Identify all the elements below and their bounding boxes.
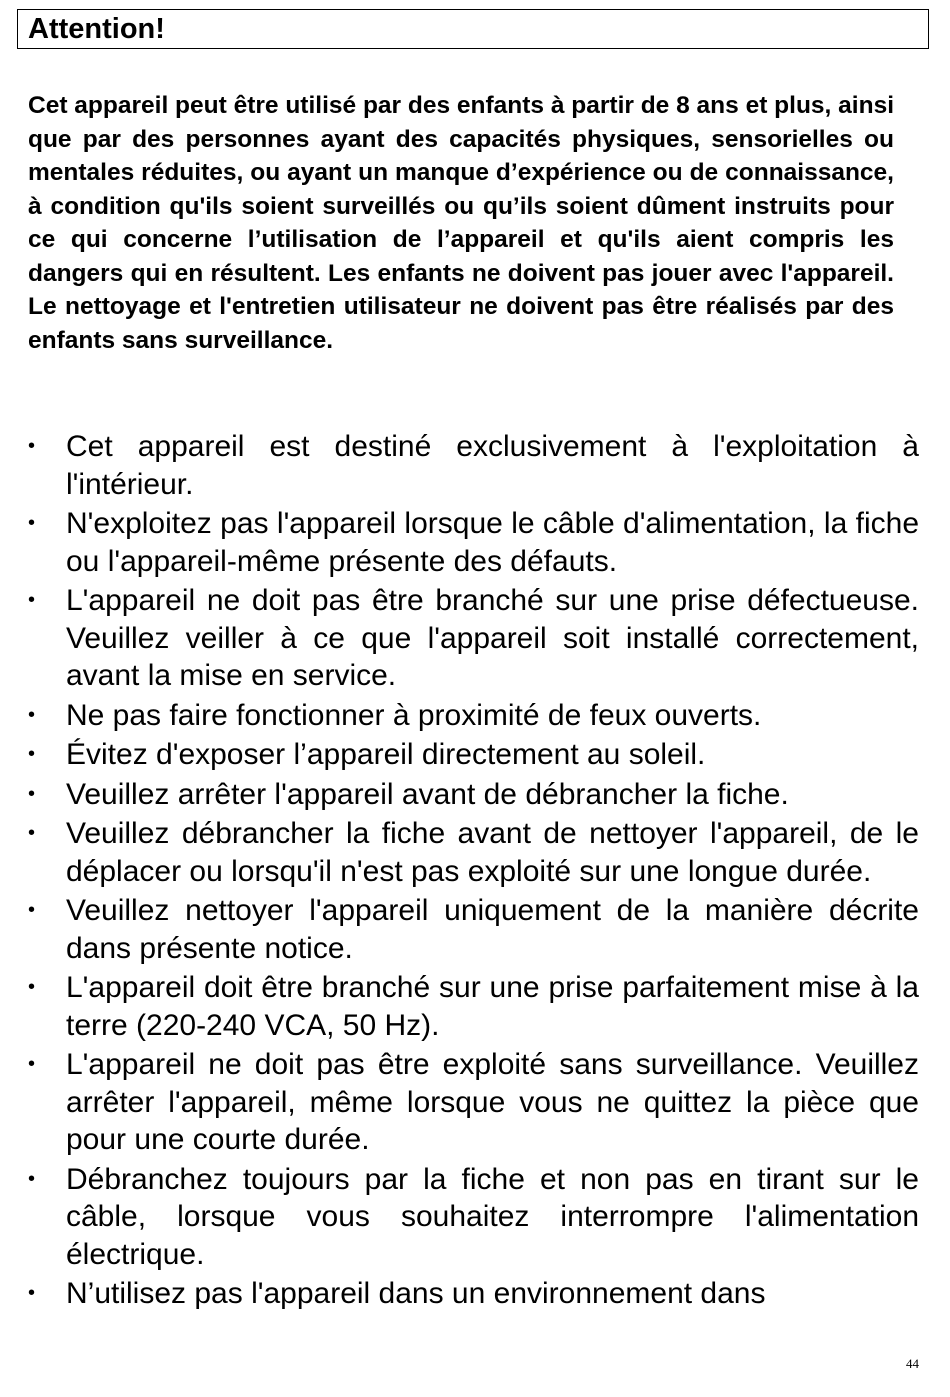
list-item-text: N’utilisez pas l'appareil dans un environnement dans [66, 1277, 766, 1310]
list-item [0, 815, 950, 890]
safety-instructions-list [0, 428, 950, 1315]
list-item [0, 697, 950, 735]
list-item [0, 582, 950, 695]
bullet-icon: • [28, 703, 36, 726]
list-item-text: L'appareil doit être branché sur une prise parfaitement mise à la terre (220-240 VCA, 50 Hz). [66, 971, 919, 1042]
bullet-icon: • [28, 976, 36, 998]
list-item [0, 1161, 950, 1274]
list-item [0, 776, 950, 814]
warning-paragraph: Cet appareil peut être utilisé par des enfants à partir de 8 ans et plus, ainsi que par des personnes ayant des capacités physiques, sensorielles ou mentales réduites, ou ayant un manque d’expérience ou de connaissance, à condition qu'ils soient surveillés ou qu’ils soient dûment instruits pour ce qui concerne l’utilisation de l’appareil et qu'ils aient compris les dangers qui en résultent. Les enfants ne doivent pas jouer avec l'appareil. Le nettoyage et l'entretien utilisateur ne doivent pas être réalisés par des enfants sans surveillance. [28, 92, 894, 354]
bullet-icon: • [28, 822, 36, 844]
list-item [0, 505, 950, 580]
bullet-icon: • [28, 1282, 36, 1304]
header-box [17, 9, 929, 49]
list-item-text: Ne pas faire fonctionner à proximité de feux ouverts. [66, 698, 762, 732]
bullet-icon: • [28, 512, 36, 534]
list-item-text: Évitez d'exposer l’appareil directement au soleil. [66, 738, 706, 771]
list-item [0, 969, 950, 1044]
list-item [0, 736, 950, 774]
list-item-text: Veuillez nettoyer l'appareil uniquement de la manière décrite dans présente notice. [66, 894, 919, 965]
list-item-text: Cet appareil est destiné exclusivement à l'exploitation à l'intérieur. [66, 430, 919, 501]
list-item-text: L'appareil ne doit pas être exploité sans surveillance. Veuillez arrêter l'appareil, même lorsque vous ne quittez la pièce que pour une courte durée. [66, 1048, 919, 1156]
list-item [0, 892, 950, 967]
bullet-icon: • [28, 899, 36, 921]
list-item-text: N'exploitez pas l'appareil lorsque le câble d'alimentation, la fiche ou l'appareil-même présente des défauts. [66, 507, 919, 578]
bullet-icon: • [28, 435, 36, 457]
bullet-icon: • [28, 1167, 36, 1190]
list-item-text: L'appareil ne doit pas être branché sur une prise défectueuse. Veuillez veiller à ce que l'appareil soit installé correctement, avant la mise en service. [66, 584, 919, 692]
page-number: 44 [906, 1356, 919, 1371]
list-item [0, 428, 950, 503]
list-item-text: Veuillez débrancher la fiche avant de nettoyer l'appareil, de le déplacer ou lorsqu'il n'est pas exploité sur une longue durée. [66, 817, 919, 888]
list-item [0, 1046, 950, 1159]
list-item-text: Débranchez toujours par la fiche et non pas en tirant sur le câble, lorsque vous souhaitez interrompre l'alimentation électrique. [66, 1162, 919, 1271]
bullet-icon: • [28, 589, 36, 611]
list-item-text: Veuillez arrêter l'appareil avant de débrancher la fiche. [66, 777, 789, 811]
bullet-icon: • [28, 743, 36, 765]
list-item [0, 1275, 950, 1313]
page-title: Attention! [28, 12, 165, 45]
bullet-icon: • [28, 1053, 36, 1075]
bullet-icon: • [28, 782, 36, 805]
